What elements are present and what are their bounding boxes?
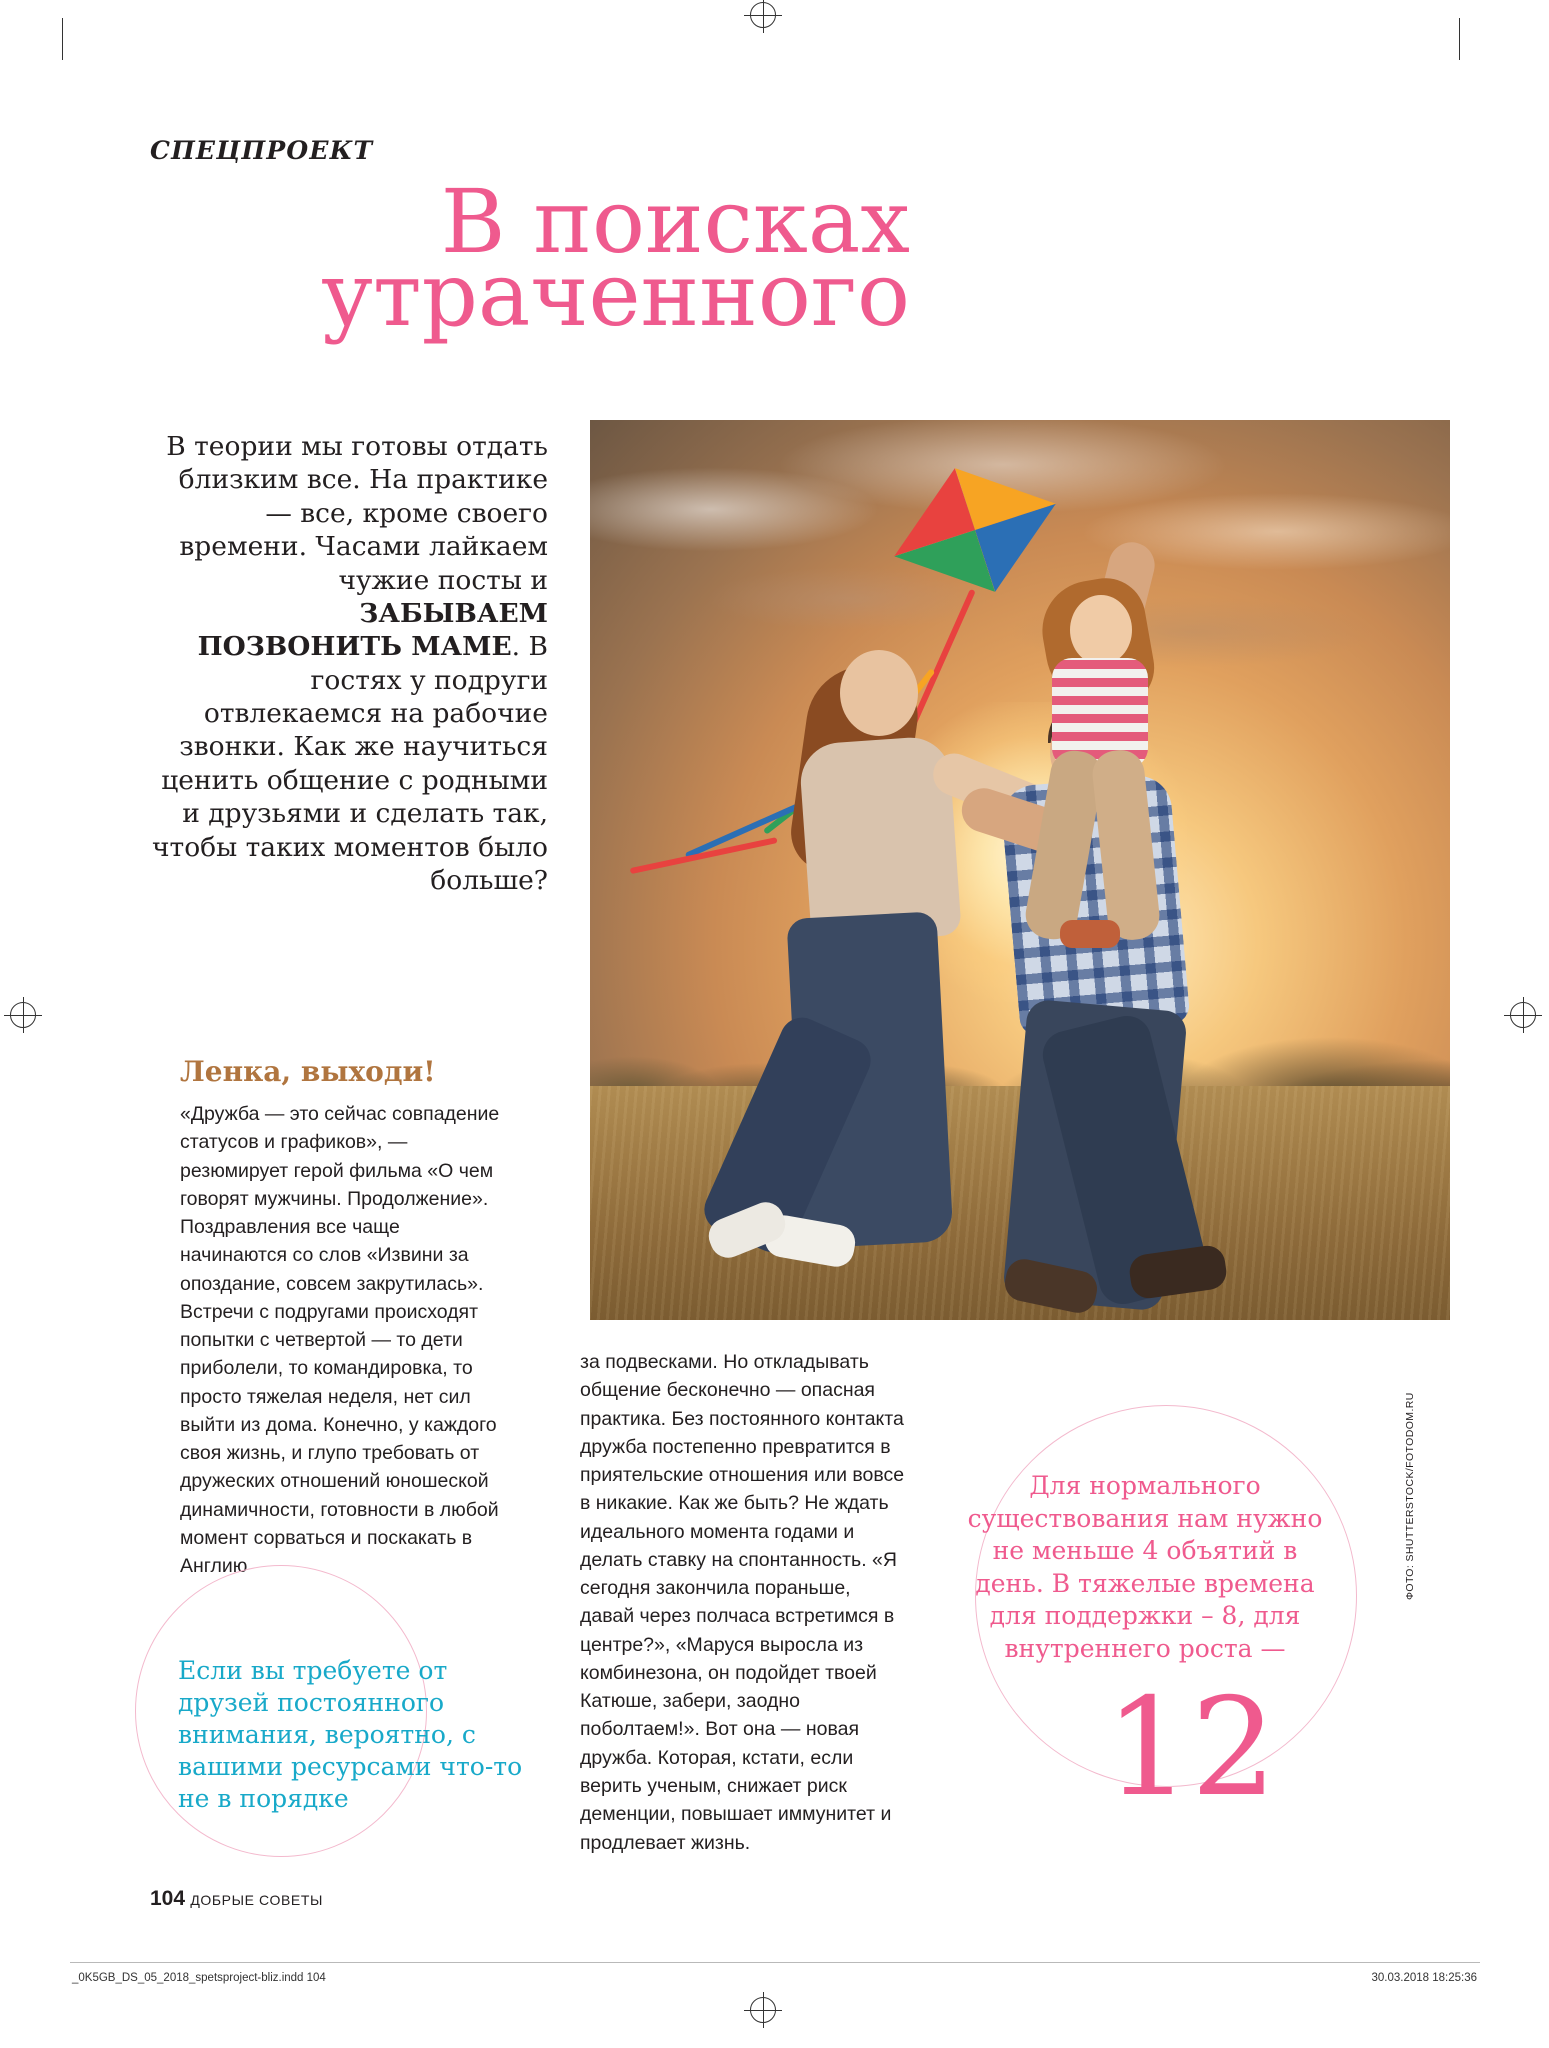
- page-title: [0, 170, 940, 346]
- footer-filename: _0K5GB_DS_05_2018_spetsproject-bliz.indd 104: [72, 1972, 326, 1984]
- photo-credit: ФОТО: SHUTTERSTOCK/FOTODOM.RU: [1404, 1392, 1416, 1600]
- crop-mark-top-left-v: [62, 18, 63, 60]
- footer-divider: [70, 1962, 1480, 1963]
- registration-mark-right: [1508, 1000, 1538, 1030]
- pull-quote-left: Если вы требуете от друзей постоянного внимания, вероятно, с вашими ресурсами что-то не в порядке: [178, 1656, 523, 1813]
- lead-part-2: . В гостях у подруги отвлекаемся на рабочие звонки. Как же научиться ценить общение с родными и друзьями и сделать так, чтобы таких моментов было больше?: [152, 631, 548, 896]
- crop-mark-top-right-v: [1459, 18, 1460, 60]
- lead-part-1: В теории мы готовы отдать близким все. На практике — все, кроме своего времени. Часами лайкаем чужие посты и: [166, 431, 548, 596]
- page-title-line2: утраченного: [321, 242, 910, 346]
- page-title-line1: В поисках: [440, 170, 910, 273]
- statistic-number: 12: [1105, 1669, 1277, 1826]
- folio-magazine-name: ДОБРЫЕ СОВЕТЫ: [190, 1892, 323, 1908]
- pull-quote-right: Для нормального существования нам нужно не меньше 4 объятий в день. В тяжелые времена для поддержки – 8, для внутреннего роста —: [967, 1471, 1323, 1663]
- hero-photo: [590, 420, 1450, 1320]
- body-column-2: за подвесками. Но откладывать общение бесконечно — опасная практика. Без постоянного контакта дружба постепенно превратится в приятельские отношения или вовсе в никакие. Как же быть? Не ждать идеального момента годами и делать ставку на спонтанность. «Я сегодня закончила пораньше, давай через полчаса встретимся в центре?», «Маруся выросла из комбинезона, он подойдет твоей Катюше, забери, заодно поболтаем!». Вот она — новая дружба. Которая, кстати, если верить ученым, снижает риск деменции, повышает иммунитет и продлевает жизнь.: [580, 1351, 905, 1854]
- registration-mark-top: [748, 0, 778, 30]
- lead-paragraph: [148, 430, 548, 897]
- registration-mark-bottom: [748, 1995, 778, 2025]
- body-column-1: «Дружба — это сейчас совпадение статусов и графиков», — резюмирует герой фильма «О чем говорят мужчины. Продолжение». Поздравления все чаще начинаются со слов «Извини за опоздание, совсем закрутилась». Встречи с подругами происходят попытки с четвертой — то дети приболели, то командировка, то просто тяжелая неделя, нет сил выйти из дома. Конечно, у каждого своя жизнь, и глупо требовать от дружеских отношений юношеской динамичности, готовности в любой момент сорваться и поскакать в Англию: [180, 1103, 500, 1578]
- footer-timestamp: 30.03.2018 18:25:36: [1371, 1972, 1477, 1984]
- article-subhead: Ленка, выходи!: [180, 1055, 436, 1088]
- registration-mark-left: [8, 1000, 38, 1030]
- folio-page-number: 104: [150, 1887, 186, 1910]
- lead-bold: ЗАБЫВАЕМ ПОЗВОНИТЬ МАМЕ: [197, 597, 548, 663]
- section-kicker: СПЕЦПРОЕКТ: [150, 136, 374, 165]
- folio: [150, 1887, 323, 1911]
